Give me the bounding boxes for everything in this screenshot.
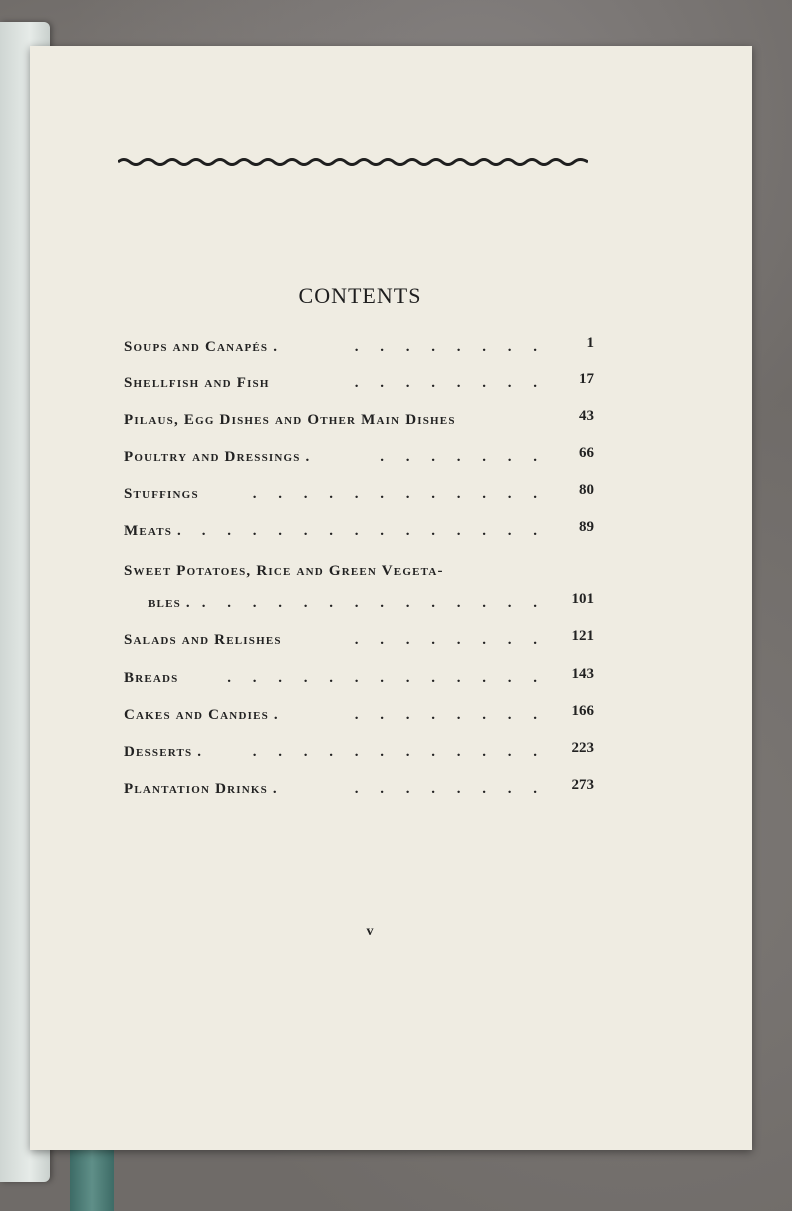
ornamental-rule xyxy=(118,156,588,168)
toc-entry xyxy=(124,516,594,540)
toc-page-number: 17 xyxy=(579,371,594,387)
toc-entry xyxy=(124,405,594,429)
toc-leader-dots: . . . . . . . . . . . . . xyxy=(227,670,546,686)
toc-page-number: 43 xyxy=(579,408,594,424)
toc-entry xyxy=(124,737,594,761)
toc-leader-dots: . . . . . . . . xyxy=(354,781,546,797)
toc-leader-dots: . . . . . . . . xyxy=(354,339,546,355)
toc-leader-dots: . . . . . . . xyxy=(380,449,546,465)
toc-entry-title: Sweet Potatoes, Rice and Green Vegeta- xyxy=(124,563,444,579)
toc-entry xyxy=(124,625,594,649)
toc-entry xyxy=(124,700,594,724)
toc-page-number: 166 xyxy=(571,703,594,719)
toc-leader-dots: . . . . . . . . . . . . xyxy=(252,744,546,760)
toc-page-number: 121 xyxy=(571,628,594,644)
toc-page-number: 89 xyxy=(579,519,594,535)
toc-leader-dots: . . . . . . . . xyxy=(354,632,546,648)
toc-entry-title: Desserts . xyxy=(124,744,203,760)
contents-heading: CONTENTS xyxy=(298,283,422,308)
toc-leader-dots: . . . . . . . . . . . . . . xyxy=(201,595,546,611)
toc-entry-title: Cakes and Candies . xyxy=(124,707,279,723)
toc-entry-title: Stuffings xyxy=(124,486,199,502)
toc-entry xyxy=(124,332,594,356)
toc-entry-title: Meats . xyxy=(124,523,182,539)
toc-entry-title: Plantation Drinks . xyxy=(124,781,278,797)
toc-entry-title: Soups and Canapés . xyxy=(124,339,279,355)
toc-page-number: 1 xyxy=(586,335,594,351)
toc-entry-title: bles . xyxy=(148,595,191,611)
toc-page-number: 66 xyxy=(579,445,594,461)
toc-leader-dots: . . . . . . . . xyxy=(354,375,546,391)
toc-entry xyxy=(124,663,594,687)
toc-entry xyxy=(124,442,594,466)
page-folio: v xyxy=(366,924,374,939)
toc-entry-title: Pilaus, Egg Dishes and Other Main Dishes xyxy=(124,412,456,428)
toc-entry-title: Shellfish and Fish xyxy=(124,375,270,391)
toc-entry-title: Salads and Relishes xyxy=(124,632,282,648)
toc-leader-dots: . . . . . . . . . . . . . . xyxy=(201,523,546,539)
toc-entry xyxy=(124,774,594,798)
toc-entry xyxy=(124,556,594,580)
bookmark-ribbon xyxy=(70,1150,114,1211)
toc-entry-title: Breads xyxy=(124,670,179,686)
book-page xyxy=(30,46,752,1150)
toc-entry-continuation xyxy=(124,588,594,612)
toc-entry xyxy=(124,368,594,392)
toc-entry xyxy=(124,479,594,503)
toc-page-number: 223 xyxy=(571,740,594,756)
toc-leader-dots: . . . . . . . . . . . . xyxy=(252,486,546,502)
toc-page-number: 80 xyxy=(579,482,594,498)
toc-page-number: 143 xyxy=(571,666,594,682)
toc-page-number: 101 xyxy=(571,591,594,607)
toc-entry-title: Poultry and Dressings . xyxy=(124,449,311,465)
toc-leader-dots: . . . . . . . . xyxy=(354,707,546,723)
toc-page-number: 273 xyxy=(571,777,594,793)
